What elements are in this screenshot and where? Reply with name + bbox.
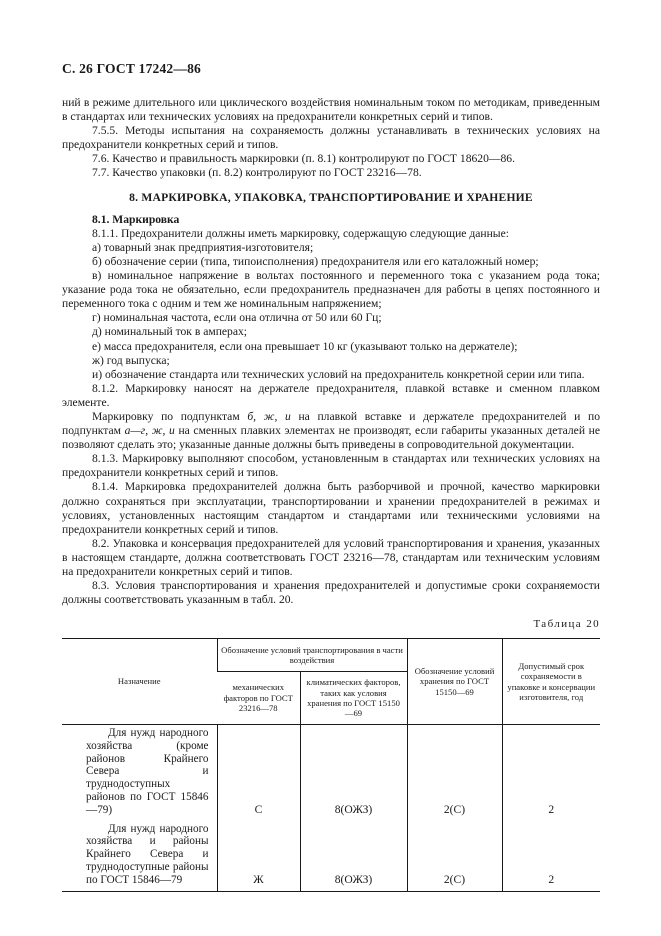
cell-name: Для нужд народного хозяйства и районы Крайнего Севера и труднодоступные районы по ГОСТ 15846—79	[62, 821, 217, 891]
list-item-g: г) номинальная частота, если она отлична от 50 или 60 Гц;	[92, 311, 382, 325]
text-run: на плавкой вставке и держателе предохранителей и по подпунктам	[62, 409, 600, 438]
document-body	[62, 96, 600, 607]
paragraph-8-1-2: 8.1.2. Маркировку наносят на держателе предохранителя, плавкой вставке и сменном плавком элементе.	[62, 381, 600, 409]
list-item-v: в) номинальное напряжение в вольтах постоянного и переменного тока с указанием рода тока; указание рода тока не обязательно, если предохранитель предназначен для работы в цепях постоянного и переменного тока с одним и тем же номинальным напряжением;	[62, 269, 600, 311]
cell-storage: 2(С)	[407, 725, 502, 821]
header-climate: климатических факторов, таких как условия хранения по ГОСТ 15150—69	[300, 672, 407, 725]
paragraph-8-1-3: 8.1.3. Маркировку выполняют способом, установленным в стандартах или технических условиях на предохранители конкретных серий и типов.	[62, 452, 600, 480]
paragraph-8-2: 8.2. Упаковка и консервация предохранителей для условий транспортирования и хранения, указанных в настоящем стандарте, должна соответствовать ГОСТ 23216—78, стандартам или техническим условиям на предохранители конкретных серий и типов.	[62, 536, 600, 578]
table-caption: Таблица 20	[533, 618, 600, 630]
italic-run: б, ж, и	[247, 409, 291, 423]
cell-climate: 8(ОЖЗ)	[300, 725, 407, 821]
paragraph-8-1-1: 8.1.1. Предохранители должны иметь маркировку, содержащую следующие данные:	[92, 226, 509, 240]
list-item-a: а) товарный знак предприятия-изготовителя;	[92, 240, 314, 254]
text-run: на сменных плавких элементах не производят, если габариты указанных деталей не позволяют сделать это; указанные данные должны быть приведены в сопроводительной документации.	[62, 424, 601, 452]
cell-climate: 8(ОЖЗ)	[300, 821, 407, 891]
table-row	[62, 821, 600, 891]
page-header: С. 26 ГОСТ 17242—86	[62, 61, 201, 76]
cell-name: Для нужд народного хозяйства (кроме районов Крайнего Севера и труднодоступных районов по ГОСТ 15846—79)	[86, 727, 209, 816]
header-mech: механических факторов по ГОСТ 23216—78	[217, 672, 300, 725]
subsection-title: 8.1. Маркировка	[92, 212, 180, 226]
list-item-d: д) номинальный ток в амперах;	[92, 325, 248, 339]
list-item-zh: ж) год выпуска;	[92, 353, 170, 367]
cell-term: 2	[502, 821, 600, 891]
header-term: Допустимый срок сохраняемости в упаковке и консервации изготовителя, год	[502, 639, 600, 725]
cell-term: 2	[502, 725, 600, 821]
header-storage: Обозначение условий хранения по ГОСТ 15150—69	[407, 639, 502, 725]
list-item-i: и) обозначение стандарта или технических условий на предохранитель конкретной серии или типа.	[92, 367, 585, 381]
paragraph-7-7: 7.7. Качество упаковки (п. 8.2) контролируют по ГОСТ 23216—78.	[92, 166, 422, 180]
paragraph-7-5-5: 7.5.5. Методы испытания на сохраняемость должны устанавливать в технических условиях на предохранители конкретных серий и типов.	[62, 124, 600, 152]
paragraph-marking-subpoints	[62, 410, 600, 452]
section-title: 8. МАРКИРОВКА, УПАКОВКА, ТРАНСПОРТИРОВАНИЕ И ХРАНЕНИЕ	[129, 190, 533, 204]
table-20	[62, 638, 600, 892]
header-transport-group: Обозначение условий транспортирования в части воздействия	[217, 639, 407, 672]
header-name: Назначение	[62, 639, 217, 725]
table-row	[62, 725, 600, 821]
list-item-e: е) масса предохранителя, если она превышает 10 кг (указывают только на держателе);	[92, 339, 518, 353]
cell-mech: С	[217, 725, 300, 821]
paragraph-continuation: ний в режиме длительного или циклического воздействия номинальным током по методикам, приведенным в стандартах или технических условиях на предохранители конкретных серий и типов.	[62, 96, 600, 124]
cell-mech: Ж	[217, 821, 300, 891]
paragraph-7-6: 7.6. Качество и правильность маркировки (п. 8.1) контролируют по ГОСТ 18620—86.	[92, 152, 515, 166]
text-run: Маркировку по подпунктам	[92, 409, 248, 423]
italic-run: а—г, ж, и	[124, 424, 175, 438]
paragraph-8-1-4: 8.1.4. Маркировка предохранителей должна быть разборчивой и прочной, качество маркировки должно сохраняться при эксплуатации, транспортировании и хранении предохранителей в режимах и условиях, установленных настоящим стандартом и стандартами или техническими условиями на предохранители конкретных серий и типов.	[62, 480, 600, 536]
cell-storage: 2(С)	[407, 821, 502, 891]
paragraph-8-3: 8.3. Условия транспортирования и хранения предохранителей и допустимые сроки сохраняемости должны соответствовать указанным в табл. 20.	[62, 579, 600, 607]
list-item-b: б) обозначение серии (типа, типоисполнения) предохранителя или его каталожный номер;	[92, 254, 539, 268]
